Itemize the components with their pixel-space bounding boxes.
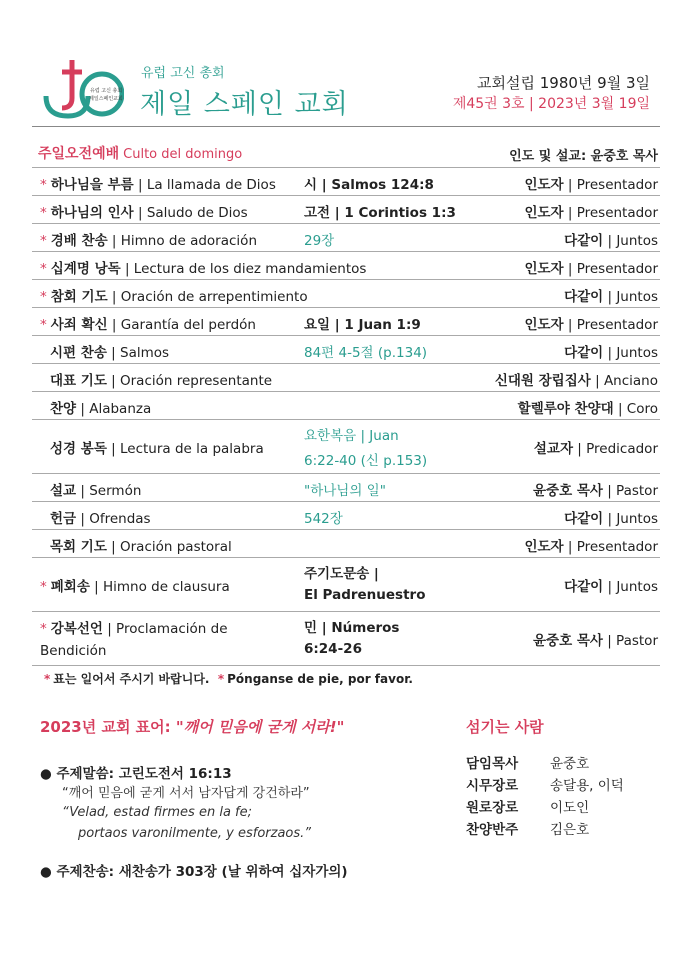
table-row bbox=[32, 501, 660, 529]
item-name-ko: 설교 bbox=[50, 483, 77, 499]
item-reference-cont: El Padrenuestro bbox=[304, 587, 426, 603]
item-role bbox=[524, 257, 658, 277]
asterisk-icon: * bbox=[40, 289, 47, 305]
item-role bbox=[533, 629, 658, 649]
item-reference: "하나님의 일" bbox=[304, 483, 386, 499]
servant-role: 시무장로 bbox=[466, 778, 519, 794]
item-name-ko: 경배 찬송 bbox=[50, 233, 108, 249]
theme-hymn: ● 주제찬송: 새찬송가 303장 (날 위하여 십자가의) bbox=[40, 864, 348, 880]
servant-entry bbox=[466, 752, 589, 772]
item-reference: 29장 bbox=[304, 233, 335, 249]
item-role bbox=[533, 479, 658, 499]
item-name bbox=[50, 341, 169, 361]
item-role-ko: 윤중호 목사 bbox=[533, 633, 603, 649]
table-row bbox=[32, 335, 660, 363]
svg-text:유럽 고신 총회: 유럽 고신 총회 bbox=[90, 88, 123, 94]
item-role-es: | Anciano bbox=[590, 373, 658, 389]
table-row bbox=[32, 557, 660, 611]
item-name bbox=[40, 229, 257, 249]
item-role-es: | Presentador bbox=[563, 205, 658, 221]
table-row bbox=[32, 473, 660, 501]
item-role-es: | Juntos bbox=[603, 579, 658, 595]
item-role-es: | Juntos bbox=[603, 511, 658, 527]
item-role-ko: 다같이 bbox=[564, 289, 604, 305]
servant-name: 윤중호 bbox=[550, 756, 590, 772]
note-es: Pónganse de pie, por favor. bbox=[227, 672, 413, 686]
item-name bbox=[40, 617, 228, 637]
item-role-ko: 인도자 bbox=[524, 261, 564, 277]
theme-verse-heading: ● 주제말씀: 고린도전서 16:13 bbox=[40, 766, 232, 782]
table-row bbox=[32, 419, 660, 473]
item-role-ko: 할렐루야 찬양대 bbox=[517, 401, 614, 417]
item-role-ko: 윤중호 목사 bbox=[533, 483, 603, 499]
item-role bbox=[564, 575, 658, 595]
item-name-es: | Proclamación de bbox=[102, 621, 228, 637]
asterisk-icon: * bbox=[44, 672, 51, 686]
item-role bbox=[534, 437, 658, 457]
note-ko: 표는 일어서 주시기 바랍니다. bbox=[53, 672, 210, 686]
item-reference-cont: 6:24-26 bbox=[304, 641, 362, 657]
item-reference: 542장 bbox=[304, 511, 343, 527]
asterisk-icon: * bbox=[217, 672, 225, 686]
servant-entry bbox=[466, 796, 589, 816]
service-title-es: Culto del domingo bbox=[123, 147, 243, 162]
item-name-es: | Himno de adoración bbox=[107, 233, 257, 249]
servant-role: 찬양반주 bbox=[466, 822, 519, 838]
order-of-worship-table bbox=[32, 167, 660, 666]
item-name bbox=[40, 201, 248, 221]
item-role-ko: 신대원 장립집사 bbox=[494, 373, 591, 389]
item-role-es: | Juntos bbox=[603, 289, 658, 305]
org-subtitle: 유럽 고신 총회 bbox=[141, 66, 225, 81]
asterisk-icon: * bbox=[40, 317, 47, 333]
item-name-es: | Ofrendas bbox=[76, 511, 151, 527]
item-reference: 고전 | 1 Corintios 1:3 bbox=[304, 205, 456, 221]
table-row bbox=[32, 391, 660, 419]
item-name bbox=[40, 285, 308, 305]
servant-entry bbox=[466, 774, 624, 794]
item-role bbox=[495, 369, 658, 389]
table-row bbox=[32, 167, 660, 195]
item-role-ko: 인도자 bbox=[524, 177, 564, 193]
item-role bbox=[524, 313, 658, 333]
item-name-ko: 강복선언 bbox=[50, 621, 103, 637]
item-name bbox=[50, 479, 141, 499]
item-name-es: | Himno de clausura bbox=[89, 579, 230, 595]
item-name-es: | La llamada de Dios bbox=[133, 177, 276, 193]
servant-name: 김은호 bbox=[550, 822, 590, 838]
item-reference: 시 | Salmos 124:8 bbox=[304, 177, 434, 193]
theme-verse-es-2: portaos varonilmente, y esforzaos.” bbox=[78, 826, 312, 841]
table-row bbox=[32, 611, 660, 666]
item-name bbox=[40, 173, 276, 193]
item-role bbox=[564, 285, 658, 305]
item-name bbox=[50, 507, 151, 527]
item-name-ko: 목회 기도 bbox=[50, 539, 107, 555]
item-name-ko: 참회 기도 bbox=[50, 289, 108, 305]
asterisk-icon: * bbox=[40, 233, 47, 249]
item-role-es: | Pastor bbox=[602, 483, 658, 499]
org-name: 제일 스페인 교회 bbox=[140, 89, 349, 120]
header-divider bbox=[32, 126, 660, 127]
item-role-es: | Juntos bbox=[603, 233, 658, 249]
item-role bbox=[564, 229, 658, 249]
motto-text: "깨어 믿음에 굳게 서라!" bbox=[175, 718, 345, 736]
established-date: 교회설립 1980년 9월 3일 bbox=[477, 74, 650, 92]
table-row bbox=[32, 307, 660, 335]
item-role-es: | Predicador bbox=[573, 441, 658, 457]
servant-entry bbox=[466, 818, 589, 838]
item-name-ko: 찬양 bbox=[50, 401, 77, 417]
item-role-ko: 다같이 bbox=[564, 233, 604, 249]
item-role bbox=[524, 173, 658, 193]
item-role bbox=[564, 341, 658, 361]
item-name bbox=[40, 575, 230, 595]
item-name-ko: 시편 찬송 bbox=[50, 345, 107, 361]
item-reference-cont: 6:22-40 (신 p.153) bbox=[304, 453, 428, 469]
item-role bbox=[564, 507, 658, 527]
servant-name: 송달용, 이덕 bbox=[550, 778, 624, 794]
asterisk-icon: * bbox=[40, 579, 47, 595]
service-leader: 인도 및 설교: 윤중호 목사 bbox=[509, 149, 658, 164]
item-name-ko: 십계명 낭독 bbox=[50, 261, 121, 277]
item-name bbox=[50, 535, 232, 555]
theme-verse-ko: “깨어 믿음에 굳게 서서 남자답게 강건하라” bbox=[62, 786, 310, 801]
item-name-es: | Salmos bbox=[106, 345, 170, 361]
table-row bbox=[32, 279, 660, 307]
item-reference: 요일 | 1 Juan 1:9 bbox=[304, 317, 421, 333]
item-role bbox=[524, 201, 658, 221]
item-reference: 민 | Números bbox=[304, 620, 400, 636]
svg-text:제일스페인교회: 제일스페인교회 bbox=[89, 96, 123, 102]
item-name-es: | Oración de arrepentimiento bbox=[107, 289, 308, 305]
service-title-ko: 주일오전예배 bbox=[38, 146, 120, 162]
church-motto bbox=[40, 716, 344, 737]
item-role bbox=[524, 535, 658, 555]
table-row bbox=[32, 363, 660, 391]
item-role-es: | Presentador bbox=[563, 317, 658, 333]
item-name-es: | Lectura de la palabra bbox=[106, 441, 264, 457]
item-role-es: | Presentador bbox=[563, 539, 658, 555]
item-name-es: | Saludo de Dios bbox=[133, 205, 248, 221]
servant-name: 이도인 bbox=[550, 800, 590, 816]
item-role-es: | Pastor bbox=[602, 633, 658, 649]
item-reference: 84편 4-5절 (p.134) bbox=[304, 345, 428, 361]
servant-role: 원로장로 bbox=[466, 800, 519, 816]
item-reference: 주기도문송 | bbox=[304, 566, 379, 582]
item-name bbox=[40, 313, 256, 333]
issue-info: 제45권 3호 | 2023년 3월 19일 bbox=[452, 96, 650, 112]
item-role bbox=[518, 397, 658, 417]
servants-heading: 섬기는 사람 bbox=[466, 718, 544, 736]
item-role-ko: 인도자 bbox=[524, 205, 564, 221]
table-row bbox=[32, 529, 660, 557]
asterisk-icon: * bbox=[40, 177, 47, 193]
item-name-es-cont: Bendición bbox=[40, 643, 107, 659]
item-name-es: | Alabanza bbox=[76, 401, 152, 417]
item-role-es: | Juntos bbox=[603, 345, 658, 361]
table-row bbox=[32, 195, 660, 223]
service-title bbox=[38, 143, 242, 163]
item-reference: 요한복음 | Juan bbox=[304, 428, 399, 444]
theme-verse-es-1: “Velad, estad firmes en la fe; bbox=[62, 805, 252, 820]
item-name-ko: 헌금 bbox=[50, 511, 77, 527]
item-name-es: | Oración pastoral bbox=[106, 539, 232, 555]
item-name-es: | Oración representante bbox=[106, 373, 273, 389]
item-role-es: | Coro bbox=[613, 401, 658, 417]
table-row bbox=[32, 223, 660, 251]
item-name bbox=[40, 257, 366, 277]
church-logo bbox=[42, 56, 124, 120]
asterisk-icon: * bbox=[40, 621, 47, 637]
item-role-ko: 인도자 bbox=[524, 317, 564, 333]
item-name-ko: 사죄 확신 bbox=[50, 317, 108, 333]
item-role-ko: 인도자 bbox=[524, 539, 564, 555]
item-name bbox=[50, 437, 264, 457]
item-name-es: | Sermón bbox=[76, 483, 142, 499]
item-name-es: | Garantía del perdón bbox=[107, 317, 256, 333]
item-role-ko: 다같이 bbox=[564, 511, 604, 527]
item-name-ko: 하나님의 인사 bbox=[50, 205, 134, 221]
asterisk-icon: * bbox=[40, 261, 47, 277]
item-role-ko: 설교자 bbox=[533, 441, 573, 457]
item-role-ko: 다같이 bbox=[564, 345, 604, 361]
item-role-ko: 다같이 bbox=[564, 579, 604, 595]
table-row bbox=[32, 251, 660, 279]
item-name-ko: 하나님을 부름 bbox=[50, 177, 134, 193]
item-name-ko: 폐회송 bbox=[50, 579, 90, 595]
item-name-es: | Lectura de los diez mandamientos bbox=[120, 261, 367, 277]
asterisk-icon: * bbox=[40, 205, 47, 221]
item-name-ko: 성경 봉독 bbox=[50, 441, 107, 457]
standing-note bbox=[44, 670, 413, 687]
item-name bbox=[50, 369, 272, 389]
servant-role: 담임목사 bbox=[466, 756, 519, 772]
item-role-es: | Presentador bbox=[563, 177, 658, 193]
item-name bbox=[50, 397, 151, 417]
item-name-ko: 대표 기도 bbox=[50, 373, 107, 389]
item-role-es: | Presentador bbox=[563, 261, 658, 277]
motto-label: 2023년 교회 표어: bbox=[40, 718, 176, 736]
